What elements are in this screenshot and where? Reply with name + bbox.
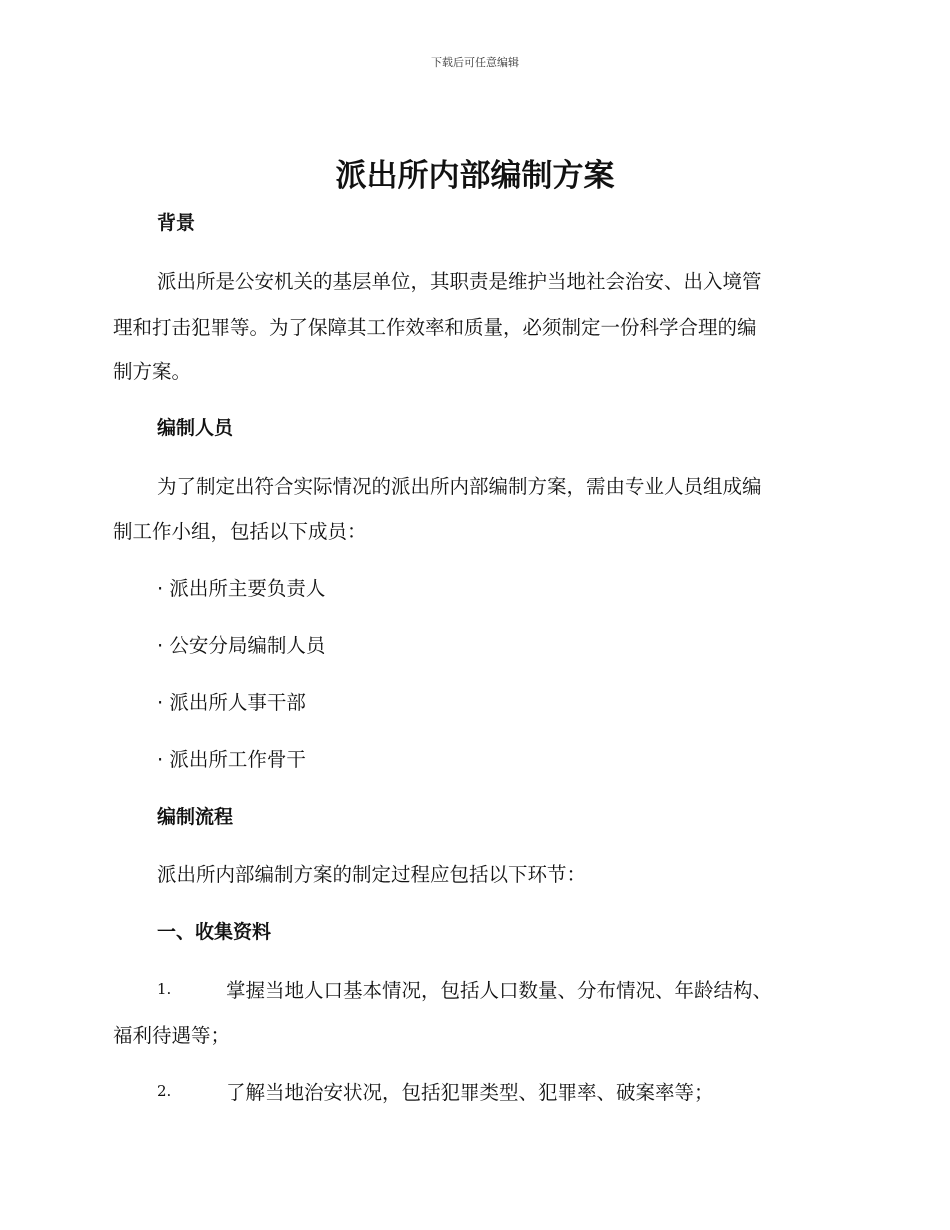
list-item: · 派出所主要负责人: [157, 577, 326, 600]
item-number: 2.: [157, 1082, 172, 1100]
item-line-2: 福利待遇等；: [113, 1024, 231, 1047]
process-intro: 派出所内部编制方案的制定过程应包括以下环节：: [157, 863, 587, 886]
item-number: 1.: [157, 980, 172, 998]
list-item: · 派出所人事干部: [157, 691, 306, 714]
heading-background: 背景: [157, 212, 196, 234]
staff-line-2: 制工作小组，包括以下成员：: [113, 520, 367, 543]
staff-line-1: 为了制定出符合实际情况的派出所内部编制方案，需由专业人员组成编: [157, 475, 762, 498]
document-title: 派出所内部编制方案: [335, 158, 615, 194]
header-note: 下载后可任意编辑: [431, 56, 519, 69]
item-line-1: 掌握当地人口基本情况，包括人口数量、分布情况、年龄结构、: [226, 979, 773, 1002]
heading-collect-data: 一、收集资料: [157, 921, 272, 943]
heading-process: 编制流程: [157, 806, 234, 828]
background-line-1: 派出所是公安机关的基层单位，其职责是维护当地社会治安、出入境管: [157, 270, 762, 293]
heading-staff: 编制人员: [157, 417, 234, 439]
list-item: · 公安分局编制人员: [157, 634, 326, 657]
background-line-2: 理和打击犯罪等。为了保障其工作效率和质量，必须制定一份科学合理的编: [113, 316, 757, 339]
list-item: · 派出所工作骨干: [157, 748, 306, 771]
background-line-3: 制方案。: [113, 360, 192, 383]
item-line-1: 了解当地治安状况，包括犯罪类型、犯罪率、破案率等；: [226, 1081, 714, 1104]
